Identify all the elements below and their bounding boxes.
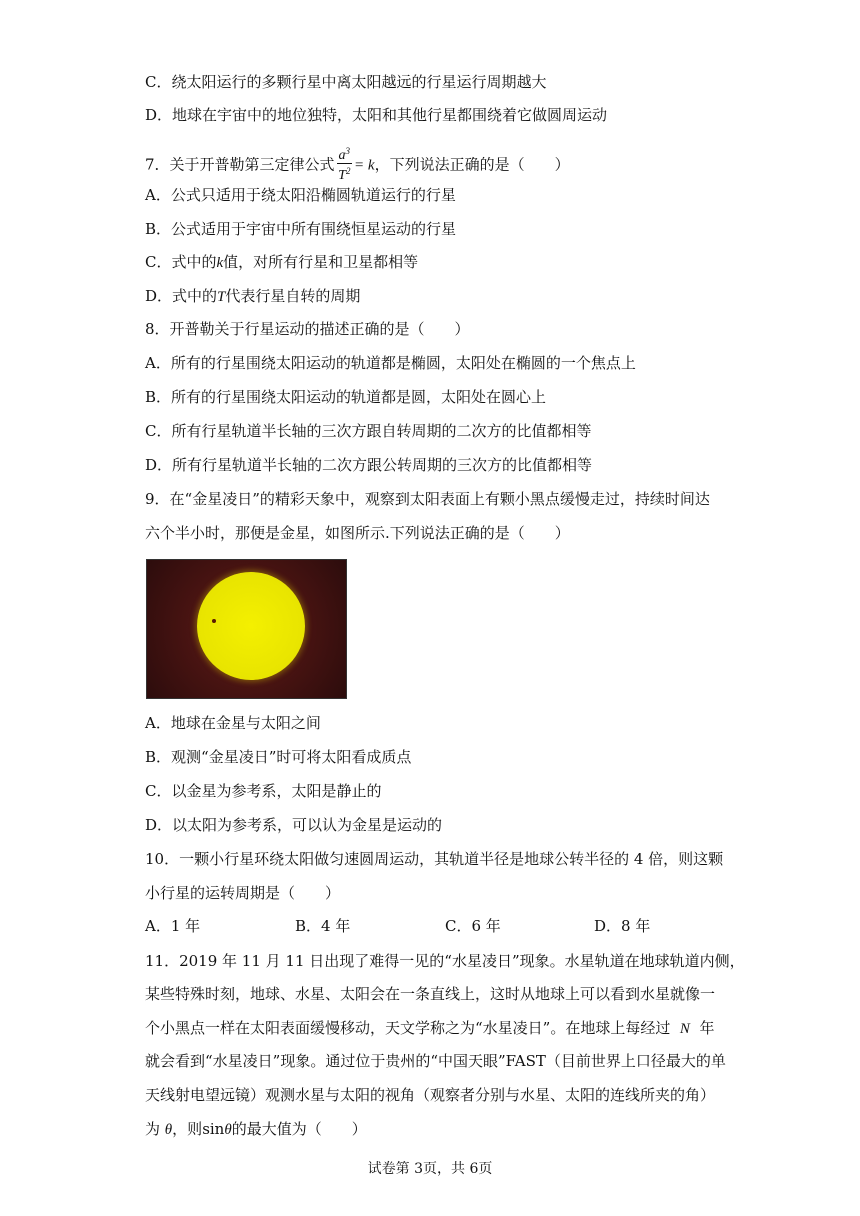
- venus-dot: [212, 619, 216, 623]
- q8-stem: 8．开普勒关于行星运动的描述正确的是（ ）: [145, 320, 470, 338]
- q11-stem-line1: 11．2019 年 11 月 11 日出现了难得一见的“水星凌日”现象。水星轨道在地球轨道内侧，: [145, 952, 745, 970]
- sun-disk: [197, 572, 305, 680]
- q7-option-d: D．式中的T代表行星自转的周期: [145, 287, 361, 305]
- q9-option-c: C．以金星为参考系，太阳是静止的: [145, 782, 382, 800]
- q6-option-c: C．绕太阳运行的多颗行星中离太阳越远的行星运行周期越大: [145, 73, 547, 91]
- q10-option-b: B．4 年: [295, 917, 351, 935]
- q8-option-d: D．所有行星轨道半长轴的二次方跟公转周期的三次方的比值都相等: [145, 456, 593, 474]
- q6-option-d: D．地球在宇宙中的地位独特，太阳和其他行星都围绕着它做圆周运动: [145, 106, 608, 124]
- q10-option-d: D．8 年: [594, 917, 651, 935]
- q7-option-c: C．式中的k值，对所有行星和卫星都相等: [145, 253, 419, 271]
- q7-stem: 7．关于开普勒第三定律公式 $\frac{a^3}{T^2}$ = k，下列说法正确的是（ ）: [145, 146, 570, 183]
- q10-stem-line2: 小行星的运转周期是（ ）: [145, 884, 341, 902]
- q8-option-c: C．所有行星轨道半长轴的三次方跟自转周期的二次方的比值都相等: [145, 422, 592, 440]
- q9-option-d: D．以太阳为参考系，可以认为金星是运动的: [145, 816, 443, 834]
- q7-option-a: A．公式只适用于绕太阳沿椭圆轨道运行的行星: [145, 186, 456, 204]
- q9-option-a: A．地球在金星与太阳之间: [145, 714, 321, 732]
- q10-option-a: A．1 年: [145, 917, 201, 935]
- q11-stem-line6: 为 θ，则sinθ的最大值为（ ）: [145, 1120, 367, 1138]
- q10-option-c: C．6 年: [445, 917, 501, 935]
- q7-option-b: B．公式适用于宇宙中所有围绕恒星运动的行星: [145, 220, 457, 238]
- kepler-formula: $\frac{a^3}{T^2}$: [338, 146, 351, 183]
- page-footer: 试卷第 3页，共 6页: [367, 1161, 493, 1177]
- q8-option-b: B．所有的行星围绕太阳运动的轨道都是圆，太阳处在圆心上: [145, 388, 547, 406]
- q11-stem-line4: 就会看到“水星凌日”现象。通过位于贵州的“中国天眼”FAST（目前世界上口径最大的单: [145, 1052, 726, 1070]
- venus-transit-image: [146, 559, 347, 699]
- q11-stem-line2: 某些特殊时刻，地球、水星、太阳会在一条直线上，这时从地球上可以看到水星就像一: [145, 985, 716, 1003]
- q8-option-a: A．所有的行星围绕太阳运动的轨道都是椭圆，太阳处在椭圆的一个焦点上: [145, 354, 636, 372]
- q9-option-b: B．观测“金星凌日”时可将太阳看成质点: [145, 748, 412, 766]
- q11-stem-line5: 天线射电望远镜）观测水星与太阳的视角（观察者分别与水星、太阳的连线所夹的角）: [145, 1086, 716, 1104]
- q11-stem-line3: 个小黑点一样在太阳表面缓慢移动，天文学称之为“水星凌日”。在地球上每经过 N 年: [145, 1019, 715, 1037]
- q9-stem-line1: 9．在“金星凌日”的精彩天象中，观察到太阳表面上有颗小黑点缓慢走过，持续时间达: [145, 490, 710, 508]
- q9-stem-line2: 六个半小时，那便是金星，如图所示.下列说法正确的是（ ）: [145, 524, 570, 542]
- q10-stem-line1: 10．一颗小行星环绕太阳做匀速圆周运动，其轨道半径是地球公转半径的 4 倍，则这颗: [145, 850, 724, 868]
